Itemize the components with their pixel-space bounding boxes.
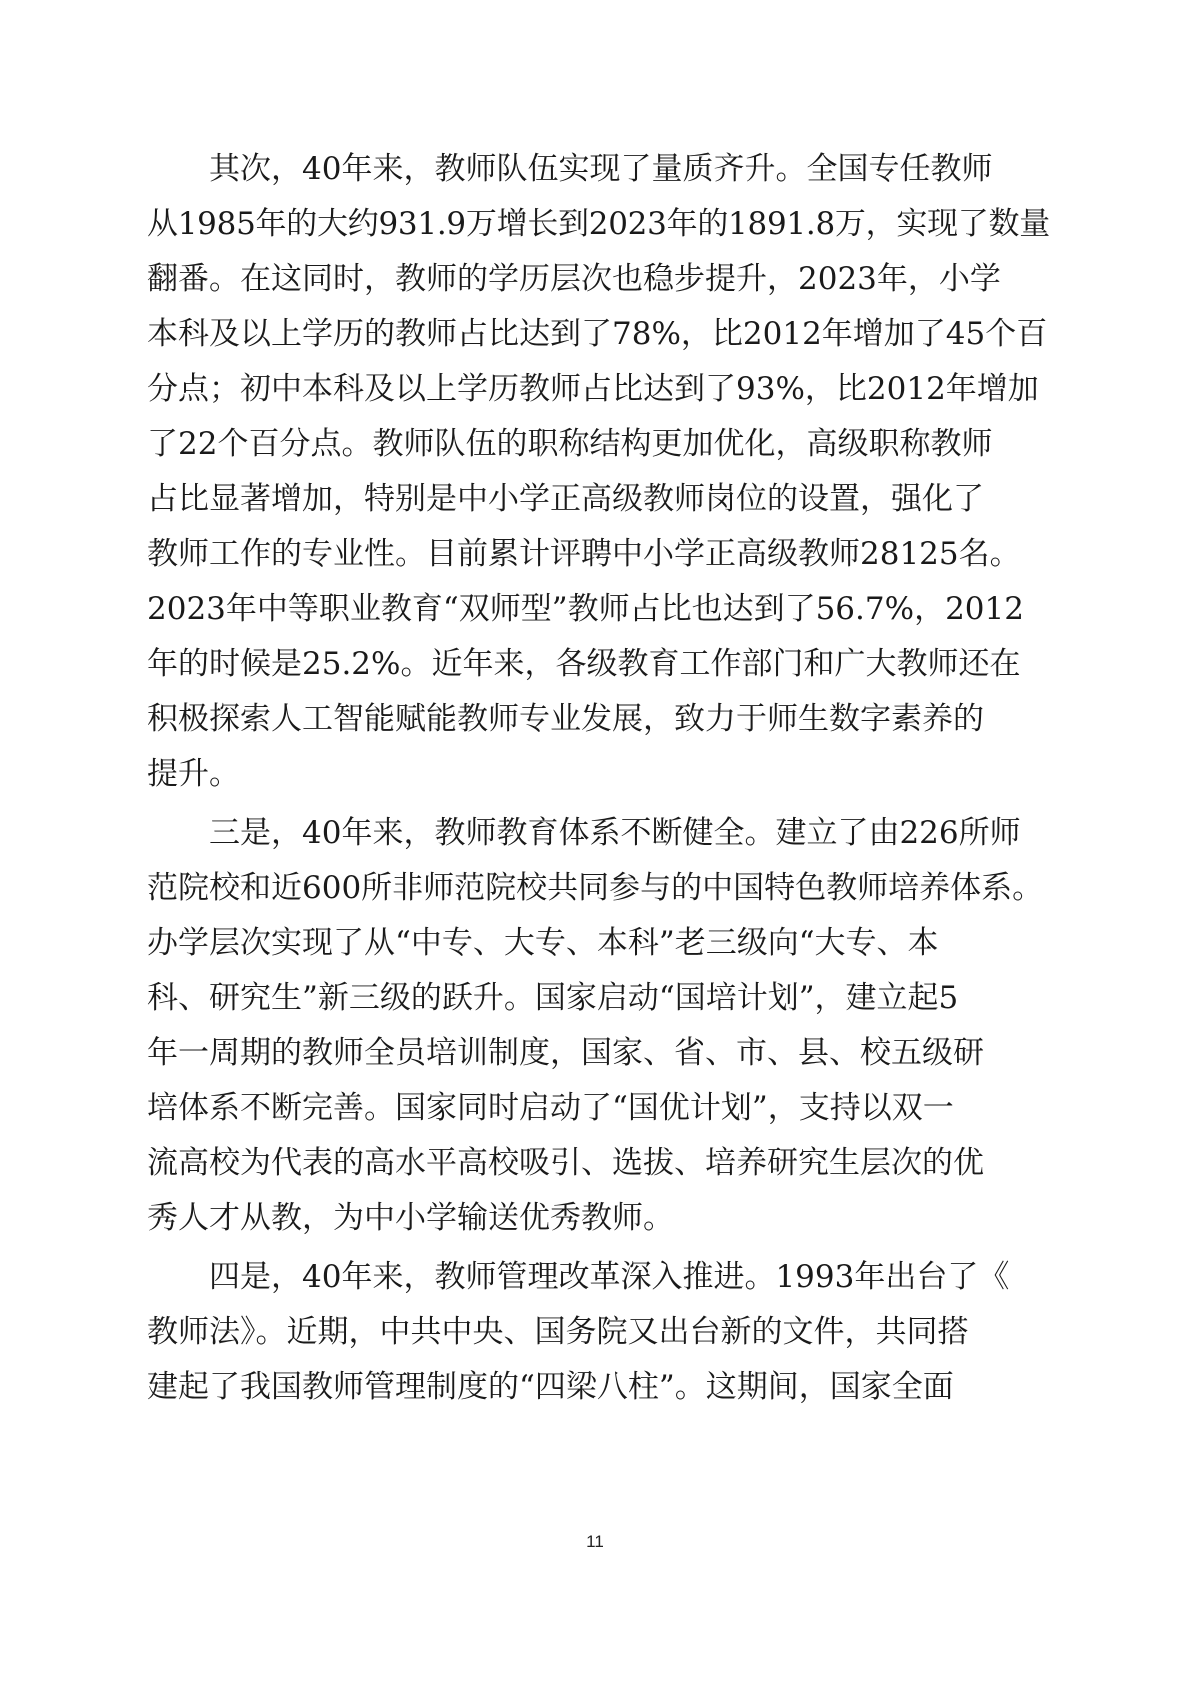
text-line: 建起了我国教师管理制度的“四梁八柱”。这期间，国家全面 bbox=[147, 1369, 954, 1405]
text-line: 提升。 bbox=[147, 756, 240, 792]
text-line: 办学层次实现了从“中专、大专、本科”老三级向“大专、本 bbox=[147, 925, 939, 961]
text-line: 了22个百分点。教师队伍的职称结构更加优化，高级职称教师 bbox=[147, 426, 993, 462]
text-line: 占比显著增加，特别是中小学正高级教师岗位的设置，强化了 bbox=[147, 481, 984, 517]
text-line: 其次，40年来，教师队伍实现了量质齐升。全国专任教师 bbox=[209, 151, 993, 187]
text-line: 范院校和近600所非师范院校共同参与的中国特色教师培养体系。 bbox=[147, 870, 1044, 906]
text-line: 分点；初中本科及以上学历教师占比达到了93%，比2012年增加 bbox=[147, 371, 1039, 407]
text-line: 年的时候是25.2%。近年来，各级教育工作部门和广大教师还在 bbox=[147, 646, 1021, 682]
text-line: 三是，40年来，教师教育体系不断健全。建立了由226所师 bbox=[209, 815, 1021, 851]
text-line: 教师工作的专业性。目前累计评聘中小学正高级教师28125名。 bbox=[147, 536, 1021, 572]
text-line: 秀人才从教，为中小学输送优秀教师。 bbox=[147, 1200, 674, 1236]
text-line: 本科及以上学历的教师占比达到了78%，比2012年增加了45个百 bbox=[147, 316, 1048, 352]
text-line: 积极探索人工智能赋能教师专业发展，致力于师生数字素养的 bbox=[147, 701, 984, 737]
page-number: 11 bbox=[586, 1532, 604, 1551]
text-line: 2023年中等职业教育“双师型”教师占比也达到了56.7%，2012 bbox=[147, 591, 1024, 627]
text-line: 教师法》。近期，中共中央、国务院又出台新的文件，共同搭 bbox=[147, 1314, 969, 1350]
text-line: 翻番。在这同时，教师的学历层次也稳步提升，2023年，小学 bbox=[147, 261, 1001, 297]
text-line: 培体系不断完善。国家同时启动了“国优计划”，支持以双一 bbox=[147, 1090, 954, 1126]
text-line: 从1985年的大约931.9万增长到2023年的1891.8万，实现了数量 bbox=[147, 206, 1050, 242]
text-line: 四是，40年来，教师管理改革深入推进。1993年出台了《 bbox=[209, 1259, 1010, 1295]
text-line: 流高校为代表的高水平高校吸引、选拔、培养研究生层次的优 bbox=[147, 1145, 984, 1181]
text-line: 年一周期的教师全员培训制度，国家、省、市、县、校五级研 bbox=[147, 1035, 984, 1071]
text-line: 科、研究生”新三级的跃升。国家启动“国培计划”，建立起5 bbox=[147, 980, 959, 1016]
